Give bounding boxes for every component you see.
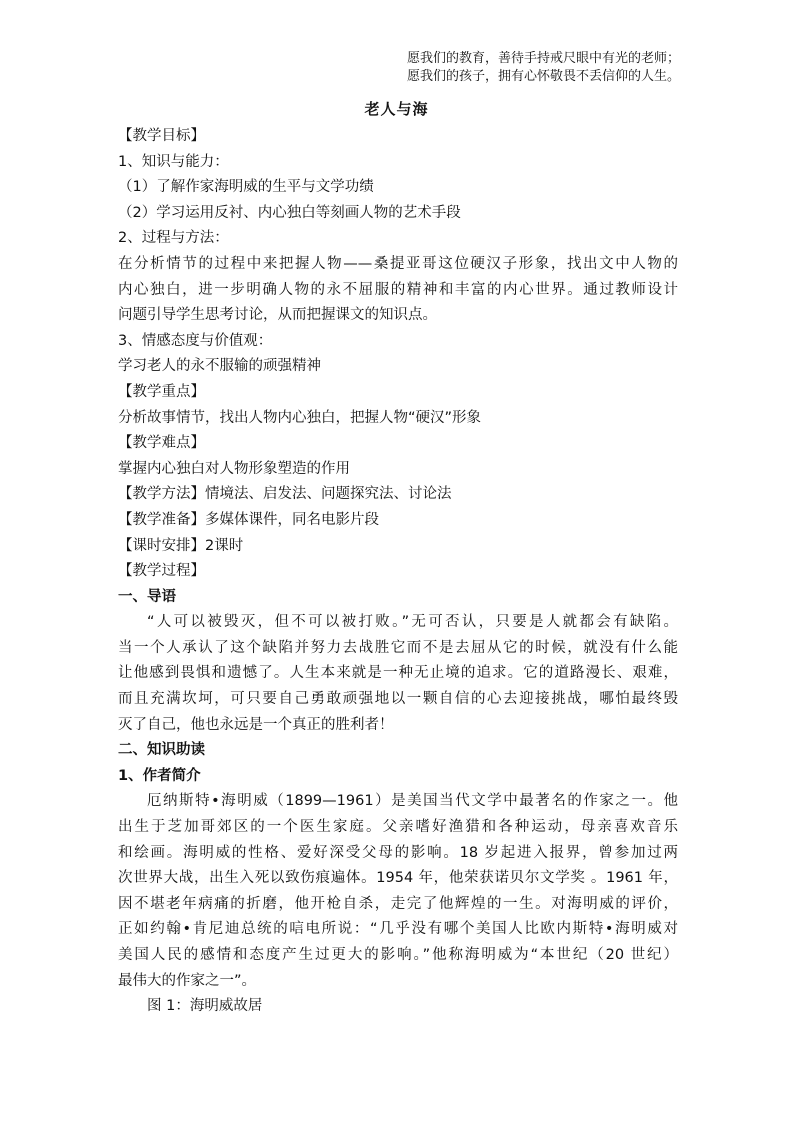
- body-line: 【教学难点】: [118, 435, 205, 452]
- motto-line-2: 愿我们的孩子，拥有心怀敬畏不丢信仰的人生。: [406, 69, 680, 84]
- body-line: 美国人民的感情和态度产生过更大的影响。”他称海明威为“本世纪（20 世纪）: [118, 947, 678, 963]
- body-line: 【教学准备】多媒体课件，同名电影片段: [118, 511, 379, 528]
- body-line: 内心独白，进一步明确人物的永不屈服的精神和丰富的内心世界。通过教师设计: [118, 281, 678, 298]
- section-heading: 1、作者简介: [118, 767, 201, 784]
- body-line: 2、过程与方法：: [118, 230, 229, 247]
- body-line: 【教学目标】: [118, 128, 205, 144]
- body-line: 让他感到畏惧和遗憾了。人生本来就是一种无止境的追求。它的道路漫长、艰难，: [118, 665, 678, 682]
- body-line: 3、情感态度与价值观：: [118, 332, 273, 349]
- body-line: 当一个人承认了这个缺陷并努力去战胜它而不是去屈从它的时候，就没有什么能: [118, 639, 678, 656]
- body-line: 次世界大战，出生入死以致伤痕遍体。1954 年，他荣获诺贝尔文学奖 。1961 年，: [118, 870, 678, 887]
- section-heading: 二、知识助读: [118, 742, 205, 759]
- body-line: 【教学方法】情境法、启发法、问题探究法、讨论法: [118, 486, 452, 503]
- body-line: 因不堪老年病痛的折磨，他开枪自杀，走完了他辉煌的一生。对海明威的评价，: [118, 895, 678, 912]
- body-line: 而且充满坎坷，可只要自己勇敢顽强地以一颗自信的心去迎接挑战，哪怕最终毁: [118, 691, 678, 708]
- motto-line-1: 愿我们的教育，善待手持戒尺眼中有光的老师；: [406, 51, 680, 66]
- body-line: （1）了解作家海明威的生平与文学功绩: [118, 179, 374, 196]
- document-body: [118, 124, 678, 1020]
- body-line: 掌握内心独白对人物形象塑造的作用: [118, 460, 350, 477]
- body-line: 学习老人的永不服输的顽强精神: [118, 358, 321, 375]
- body-line: 分析故事情节，找出人物内心独白，把握人物“硬汉”形象: [118, 409, 482, 426]
- page-header-motto: [320, 50, 680, 86]
- document-title: 老人与海: [364, 100, 429, 118]
- body-line: 最伟大的作家之一”。: [118, 972, 257, 989]
- body-line: 【教学过程】: [118, 563, 205, 580]
- body-line: “人可以被毁灭，但不可以被打败。”无可否认，只要是人就都会有缺陷。: [147, 614, 678, 631]
- body-line: （2）学习运用反衬、内心独白等刻画人物的艺术手段: [118, 204, 461, 221]
- body-line: 在分析情节的过程中来把握人物——桑提亚哥这位硬汉子形象，找出文中人物的: [118, 255, 678, 272]
- body-line: 厄纳斯特•海明威（1899—1961）是美国当代文学中最著名的作家之一。他: [147, 793, 678, 810]
- body-line: 正如约翰•肯尼迪总统的唁电所说：“几乎没有哪个美国人比欧内斯特•海明威对: [118, 921, 678, 938]
- body-line: 出生于芝加哥郊区的一个医生家庭。父亲嗜好渔猎和各种运动，母亲喜欢音乐: [118, 819, 678, 836]
- section-heading: 一、导语: [118, 588, 176, 605]
- body-line: 灭了自己，他也永远是一个真正的胜利者！: [118, 716, 394, 733]
- body-line: 和绘画。海明威的性格、爱好深受父母的影响。18 岁起进入报界，曾参加过两: [118, 844, 678, 861]
- body-line: 图 1：海明威故居: [147, 998, 263, 1015]
- body-line: 【教学重点】: [118, 383, 205, 400]
- body-line: 问题引导学生思考讨论，从而把握课文的知识点。: [118, 307, 437, 324]
- body-line: 1、知识与能力：: [118, 153, 229, 170]
- body-line: 【课时安排】2课时: [118, 537, 244, 554]
